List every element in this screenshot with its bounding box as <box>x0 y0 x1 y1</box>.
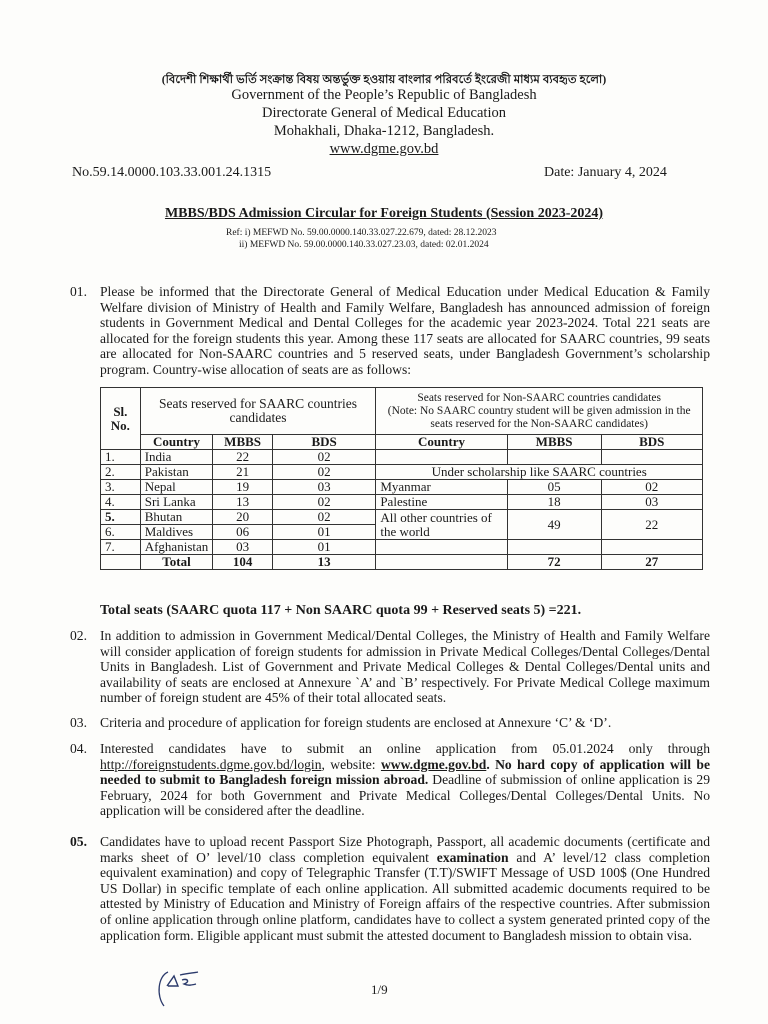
mbbs-cell: 05 <box>507 480 601 495</box>
col-header-bds: BDS <box>272 435 375 450</box>
col-header-country: Country <box>376 435 507 450</box>
mbbs-cell: 03 <box>213 540 273 555</box>
text-segment: Candidates have to upload recent Passport Size Photograph, Passport, all academic documents (certificate and marks sheet of O’ level/10 class completion equivalent <box>100 834 710 865</box>
bds-cell: 03 <box>272 480 375 495</box>
table-total-row <box>101 555 703 570</box>
sl-cell: 1. <box>101 450 141 465</box>
country-cell: Bhutan <box>140 510 213 525</box>
saarc-total-bds: 13 <box>272 555 375 570</box>
mbbs-cell: 20 <box>213 510 273 525</box>
bds-cell: 02 <box>272 495 375 510</box>
empty-cell <box>376 540 507 555</box>
nonsaarc-header-note: (Note: No SAARC country student will be given admission in the seats reserved for the Non-SAARC candidates) <box>387 404 691 430</box>
mbbs-cell: 06 <box>213 525 273 540</box>
text-segment: examination <box>436 849 509 865</box>
reference-2: ii) MEFWD No. 59.00.0000.140.33.027.23.03, dated: 02.01.2024 <box>239 240 489 250</box>
sl-cell: 3. <box>101 480 141 495</box>
paragraph-number: 03. <box>70 715 87 730</box>
country-cell: All other countries of the world <box>376 510 507 540</box>
bds-cell: 03 <box>601 495 702 510</box>
col-header-mbbs: MBBS <box>213 435 273 450</box>
bds-cell: 02 <box>272 465 375 480</box>
table-row <box>101 540 703 555</box>
empty-cell <box>601 450 702 465</box>
nonsaarc-header-title: Seats reserved for Non-SAARC countries candidates <box>417 391 661 404</box>
country-cell: Maldives <box>140 525 213 540</box>
paragraph-text <box>100 834 710 943</box>
total-seats-summary: Total seats (SAARC quota 117 + Non SAARC quota 99 + Reserved seats 5) =221. <box>100 603 582 618</box>
country-cell: Myanmar <box>376 480 507 495</box>
bds-cell: 22 <box>601 510 702 540</box>
table-row <box>101 495 703 510</box>
empty-cell <box>507 540 601 555</box>
memo-number: No.59.14.0000.103.33.001.24.1315 <box>72 165 272 180</box>
saarc-total-mbbs: 104 <box>213 555 273 570</box>
mbbs-cell: 21 <box>213 465 273 480</box>
sl-cell: 7. <box>101 540 141 555</box>
paragraph-number: 04. <box>70 741 87 756</box>
reference-1: Ref: i) MEFWD No. 59.00.0000.140.33.027.22.679, dated: 28.12.2023 <box>226 228 497 238</box>
bds-cell: 01 <box>272 540 375 555</box>
text-segment: Interested candidates have to submit an online application from 05.01.2024 only through <box>100 741 710 756</box>
paragraph-04 <box>70 741 710 819</box>
mbbs-cell: 13 <box>213 495 273 510</box>
paragraph-number: 01. <box>70 284 87 299</box>
table-row <box>101 480 703 495</box>
empty-cell <box>376 555 507 570</box>
circular-title: MBBS/BDS Admission Circular for Foreign Students (Session 2023-2024) <box>164 206 604 221</box>
country-cell: Afghanistan <box>140 540 213 555</box>
paragraph-02 <box>70 628 710 706</box>
paragraph-03 <box>70 715 710 731</box>
seat-allocation-table <box>100 387 703 570</box>
sl-cell: 6. <box>101 525 141 540</box>
empty-cell <box>101 555 141 570</box>
header-government: Government of the People’s Republic of Bangladesh <box>231 87 537 103</box>
signature-icon <box>150 966 210 1011</box>
country-cell: India <box>140 450 213 465</box>
sl-no-header: Sl. No. <box>101 388 141 450</box>
sl-cell: 5. <box>101 510 141 525</box>
mbbs-cell: 22 <box>213 450 273 465</box>
mbbs-cell: 19 <box>213 480 273 495</box>
header-website-link[interactable]: www.dgme.gov.bd <box>329 141 439 157</box>
header-address: Mohakhali, Dhaka-1212, Bangladesh. <box>273 123 495 139</box>
bengali-medium-note: (বিদেশী শিক্ষার্থী ভর্তি সংক্রান্ত বিষয় অন্তর্ভুক্ত হওয়ায় বাংলার পরিবর্তে ইংরেজী মাধ্যম ব্যবহৃত হলো) <box>161 74 607 86</box>
nonsaarc-total-mbbs: 72 <box>507 555 601 570</box>
paragraph-05 <box>70 834 710 943</box>
country-cell: Palestine <box>376 495 507 510</box>
nonsaarc-total-bds: 27 <box>601 555 702 570</box>
paragraph-text: Criteria and procedure of application for foreign students are enclosed at Annexure ‘C’ & ‘D’. <box>100 715 612 730</box>
bds-cell: 02 <box>272 510 375 525</box>
text-segment: , website: <box>321 756 381 772</box>
paragraph-text <box>100 741 710 819</box>
country-cell: Sri Lanka <box>140 495 213 510</box>
paragraph-text: In addition to admission in Government Medical/Dental Colleges, the Ministry of Health and Family Welfare will consider application of foreign students for admission in Private Medical Colleges/Dental Colleges/Dental Units in Bangladesh. List of Government and Private Medical Colleges & Dental Colleges/Dental units and availability of seats are enclosed at Annexure `A’ and `B’ respectively. For Private Medical College maximum number of foreign student are 45% of their total allocated seats. <box>100 628 710 706</box>
scholarship-label: Under scholarship like SAARC countries <box>376 465 703 480</box>
col-header-mbbs: MBBS <box>507 435 601 450</box>
table-row <box>101 510 703 525</box>
text-segment: and A’ level/12 class completion equivalent examination) and copy of Telegraphic Transfer (T.T)/SWIFT Message of USD 100$ (One Hundred US Dollar) in specific template of each online application. All submitted academic documents required to be attested by Ministry of Education and Ministry of Foreign affairs of the respective countries. After submission of online application through online platform, candidates have to collect a system generated printed copy of the application form. Eligible applicant must submit the attested document to Bangladesh mission to obtain visa. <box>100 849 710 943</box>
empty-cell <box>507 450 601 465</box>
saarc-header: Seats reserved for SAARC countries candidates <box>140 388 376 435</box>
application-portal-link[interactable]: http://foreignstudents.dgme.gov.bd/login <box>100 756 322 772</box>
paragraph-text: Please be informed that the Directorate General of Medical Education under Medical Education & Family Welfare division of Ministry of Health and Family Welfare, Bangladesh has announced admission of foreign students in Government Medical and Dental Colleges for the academic year 2023-2024. Total 221 seats are allocated for the foreign students this year. Among these 117 seats are allocated for SAARC countries, 99 seats are allocated for Non-SAARC countries and 5 reserved seats, under Bangladesh Government’s scholarship program. Country-wise allocation of seats are as follows: <box>100 284 710 377</box>
paragraph-01 <box>70 284 710 378</box>
table-row <box>101 465 703 480</box>
col-header-country: Country <box>140 435 213 450</box>
bds-cell: 02 <box>601 480 702 495</box>
dgme-website-link[interactable]: www.dgme.gov.bd <box>380 756 487 772</box>
col-header-bds: BDS <box>601 435 702 450</box>
country-cell: Pakistan <box>140 465 213 480</box>
empty-cell <box>601 540 702 555</box>
no-hard-copy-notice: . No hard copy of application will be needed to submit to Bangladesh foreign mission abroad. <box>100 756 710 788</box>
empty-cell <box>376 450 507 465</box>
table-row <box>101 450 703 465</box>
document-date: Date: January 4, 2024 <box>544 165 667 180</box>
page-number: 1/9 <box>371 982 388 997</box>
paragraph-number: 05. <box>70 834 87 849</box>
bds-cell: 02 <box>272 450 375 465</box>
country-cell: Nepal <box>140 480 213 495</box>
nonsaarc-header <box>376 388 703 435</box>
mbbs-cell: 49 <box>507 510 601 540</box>
header-directorate: Directorate General of Medical Education <box>262 105 506 121</box>
deadline-text: Deadline of submission of online application is 29 February, 2024 for both Government and Private Medical Colleges/Dental Colleges/Dental Units. No application will be considered after the deadline. <box>100 772 710 819</box>
bds-cell: 01 <box>272 525 375 540</box>
total-label: Total <box>140 555 213 570</box>
mbbs-cell: 18 <box>507 495 601 510</box>
paragraph-number: 02. <box>70 628 87 643</box>
sl-cell: 2. <box>101 465 141 480</box>
sl-cell: 4. <box>101 495 141 510</box>
